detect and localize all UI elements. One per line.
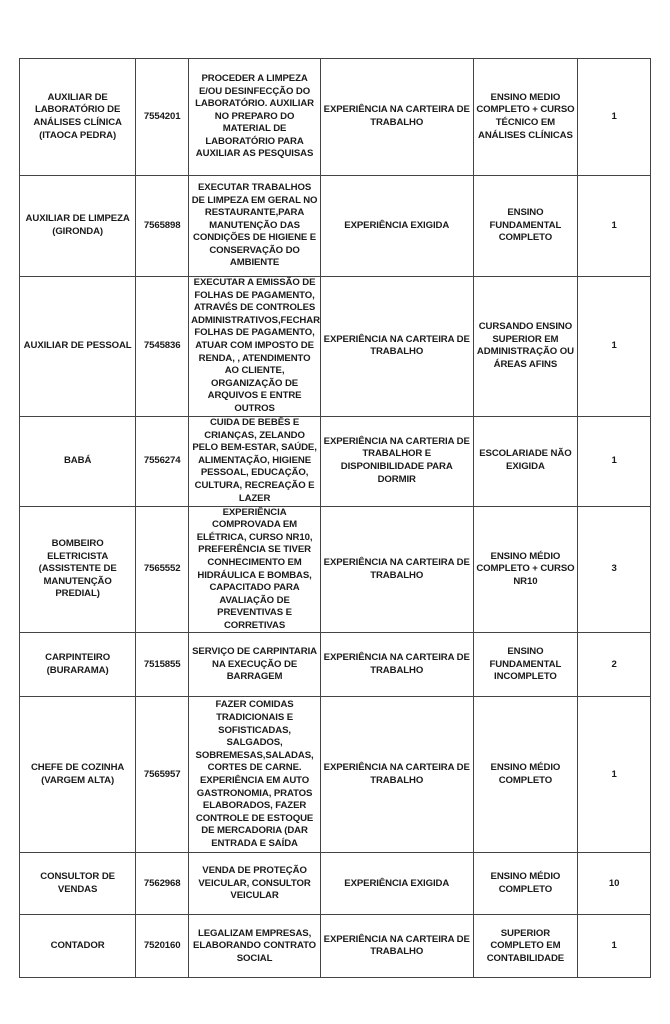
- activities-cell: SERVIÇO DE CARPINTARIA NA EXECUÇÃO DE BARRAGEM: [189, 633, 321, 697]
- vacancies-cell: 2: [578, 633, 651, 697]
- experience-cell: EXPERIÊNCIA NA CARTERIA DE TRABALHOR E DISPONIBILIDADE PARA DORMIR: [320, 416, 473, 506]
- table-row: [20, 416, 651, 506]
- table-row: [20, 59, 651, 176]
- vacancies-cell: 1: [578, 697, 651, 853]
- education-cell: ENSINO MÉDIO COMPLETO + CURSO NR10: [473, 506, 578, 633]
- experience-cell: EXPERIÊNCIA NA CARTEIRA DE TRABALHO: [320, 59, 473, 176]
- code-cell: 7515855: [136, 633, 189, 697]
- education-cell: CURSANDO ENSINO SUPERIOR EM ADMINISTRAÇÃO OU ÁREAS AFINS: [473, 277, 578, 417]
- experience-cell: EXPERIÊNCIA NA CARTEIRA DE TRABALHO: [320, 915, 473, 978]
- code-cell: 7554201: [136, 59, 189, 176]
- vacancies-cell: 3: [578, 506, 651, 633]
- position-cell: CHEFE DE COZINHA (VARGEM ALTA): [20, 697, 136, 853]
- education-cell: ENSINO FUNDAMENTAL COMPLETO: [473, 176, 578, 277]
- vacancies-cell: 1: [578, 59, 651, 176]
- vacancies-cell: 1: [578, 416, 651, 506]
- activities-cell: CUIDA DE BEBÊS E CRIANÇAS, ZELANDO PELO BEM-ESTAR, SAÚDE, ALIMENTAÇÃO, HIGIENE PESSOAL, EDUCAÇÃO, CULTURA, RECREAÇÃO E LAZER: [189, 416, 321, 506]
- activities-cell: EXECUTAR A EMISSÃO DE FOLHAS DE PAGAMENTO, ATRAVÉS DE CONTROLES ADMINISTRATIVOS,FECHAR FOLHAS DE PAGAMENTO, ATUAR COM IMPOSTO DE RENDA, , ATENDIMENTO AO CLIENTE, ORGANIZAÇÃO DE ARQUIVOS E ENTRE OUTROS: [189, 277, 321, 417]
- vacancies-cell: 1: [578, 915, 651, 978]
- code-cell: 7545836: [136, 277, 189, 417]
- education-cell: SUPERIOR COMPLETO EM CONTABILIDADE: [473, 915, 578, 978]
- position-cell: CARPINTEIRO (BURARAMA): [20, 633, 136, 697]
- table-row: [20, 853, 651, 915]
- experience-cell: EXPERIÊNCIA NA CARTEIRA DE TRABALHO: [320, 697, 473, 853]
- vacancies-cell: 10: [578, 853, 651, 915]
- position-cell: AUXILIAR DE LIMPEZA (GIRONDA): [20, 176, 136, 277]
- education-cell: ENSINO MÉDIO COMPLETO: [473, 853, 578, 915]
- experience-cell: EXPERIÊNCIA EXIGIDA: [320, 853, 473, 915]
- code-cell: 7520160: [136, 915, 189, 978]
- education-cell: ENSINO MEDIO COMPLETO + CURSO TÉCNICO EM ANÁLISES CLÍNICAS: [473, 59, 578, 176]
- experience-cell: EXPERIÊNCIA EXIGIDA: [320, 176, 473, 277]
- education-cell: ENSINO FUNDAMENTAL INCOMPLETO: [473, 633, 578, 697]
- table-row: [20, 176, 651, 277]
- position-cell: BOMBEIRO ELETRICISTA (ASSISTENTE DE MANUTENÇÃO PREDIAL): [20, 506, 136, 633]
- experience-cell: EXPERIÊNCIA NA CARTEIRA DE TRABALHO: [320, 506, 473, 633]
- job-vacancies-table: [19, 58, 651, 978]
- table-row: [20, 277, 651, 417]
- code-cell: 7565957: [136, 697, 189, 853]
- activities-cell: EXECUTAR TRABALHOS DE LIMPEZA EM GERAL NO RESTAURANTE,PARA MANUTENÇÃO DAS CONDIÇÕES DE HIGIENE E CONSERVAÇÃO DO AMBIENTE: [189, 176, 321, 277]
- position-cell: CONTADOR: [20, 915, 136, 978]
- activities-cell: VENDA DE PROTEÇÃO VEICULAR, CONSULTOR VEICULAR: [189, 853, 321, 915]
- table-row: [20, 506, 651, 633]
- code-cell: 7556274: [136, 416, 189, 506]
- education-cell: ENSINO MÉDIO COMPLETO: [473, 697, 578, 853]
- experience-cell: EXPERIÊNCIA NA CARTEIRA DE TRABALHO: [320, 633, 473, 697]
- position-cell: AUXILIAR DE LABORATÓRIO DE ANÁLISES CLÍNICA (ITAOCA PEDRA): [20, 59, 136, 176]
- education-cell: ESCOLARIADE NÃO EXIGIDA: [473, 416, 578, 506]
- position-cell: AUXILIAR DE PESSOAL: [20, 277, 136, 417]
- position-cell: BABÁ: [20, 416, 136, 506]
- activities-cell: EXPERIÊNCIA COMPROVADA EM ELÉTRICA, CURSO NR10, PREFERÊNCIA SE TIVER CONHECIMENTO EM HIDRÁULICA E BOMBAS, CAPACITADO PARA AVALIAÇÃO DE PREVENTIVAS E CORRETIVAS: [189, 506, 321, 633]
- position-cell: CONSULTOR DE VENDAS: [20, 853, 136, 915]
- table-row: [20, 915, 651, 978]
- table-row: [20, 697, 651, 853]
- vacancies-cell: 1: [578, 176, 651, 277]
- code-cell: 7562968: [136, 853, 189, 915]
- experience-cell: EXPERIÊNCIA NA CARTEIRA DE TRABALHO: [320, 277, 473, 417]
- activities-cell: FAZER COMIDAS TRADICIONAIS E SOFISTICADAS, SALGADOS, SOBREMESAS,SALADAS, CORTES DE CARNE. EXPERIÊNCIA EM AUTO GASTRONOMIA, PRATOS ELABORADOS, FAZER CONTROLE DE ESTOQUE DE MERCADORIA (DAR ENTRADA E SAÍDA: [189, 697, 321, 853]
- table-row: [20, 633, 651, 697]
- vacancies-cell: 1: [578, 277, 651, 417]
- code-cell: 7565552: [136, 506, 189, 633]
- activities-cell: LEGALIZAM EMPRESAS, ELABORANDO CONTRATO SOCIAL: [189, 915, 321, 978]
- code-cell: 7565898: [136, 176, 189, 277]
- activities-cell: PROCEDER A LIMPEZA E/OU DESINFECÇÃO DO LABORATÓRIO. AUXILIAR NO PREPARO DO MATERIAL DE LABORATÓRIO PARA AUXILIAR AS PESQUISAS: [189, 59, 321, 176]
